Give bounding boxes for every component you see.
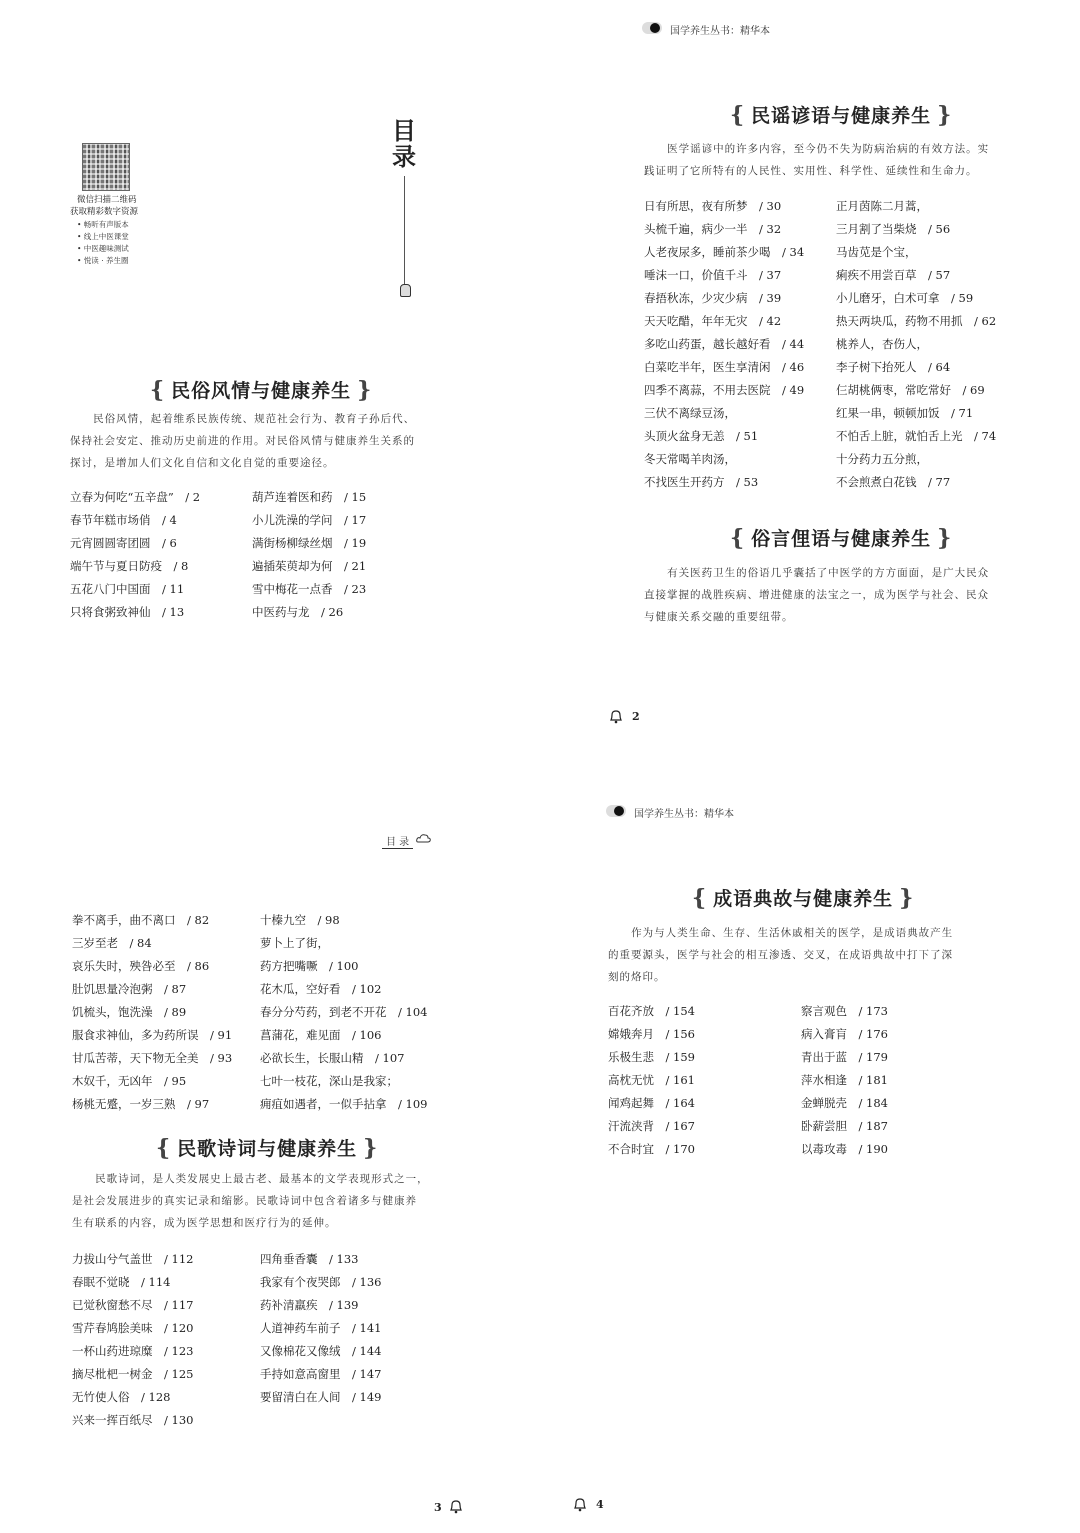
- qr-item: • 中医趣味测试: [77, 244, 129, 253]
- bracket-left-icon: {: [692, 885, 708, 911]
- page-number: 4: [596, 1498, 604, 1511]
- page-3: [0, 766, 540, 1533]
- series-badge-icon: [606, 805, 626, 817]
- toc-entry[interactable]: 甘瓜苦蒂，天下物无全美 / 93: [72, 1051, 233, 1065]
- section-intro: [644, 562, 1014, 628]
- toc-entry[interactable]: 汗流浃背 / 167: [608, 1119, 695, 1133]
- toc-entry[interactable]: 小儿磨牙，白术可拿 / 59: [836, 291, 974, 305]
- toc-entry[interactable]: 又像棉花又像绒 / 144: [260, 1344, 382, 1358]
- intro-line: 民歌诗词，是人类发展史上最古老、最基本的文学表现形式之一，: [95, 1173, 429, 1185]
- toc-entry[interactable]: 桃养人，杏伤人，: [836, 337, 928, 351]
- toc-entry[interactable]: 冬天常喝羊肉汤，: [644, 452, 736, 466]
- toc-entry[interactable]: 满街杨柳绿丝烟 / 19: [252, 536, 367, 550]
- bracket-right-icon: }: [937, 102, 953, 128]
- cloud-ornament-icon: [416, 832, 432, 844]
- intro-line: 探讨，是增加人们文化自信和文化自觉的重要途径。: [70, 457, 335, 469]
- title-char: 目: [392, 116, 416, 145]
- toc-entry[interactable]: 十榛九空 / 98: [260, 913, 340, 927]
- toc-entry[interactable]: 花木瓜，空好看 / 102: [260, 982, 382, 996]
- toc-entry[interactable]: 五花八门中国面 / 11: [70, 582, 185, 596]
- page-number: 3: [434, 1501, 442, 1514]
- toc-entry[interactable]: 高枕无忧 / 161: [608, 1073, 695, 1087]
- bracket-left-icon: {: [150, 377, 166, 403]
- series-badge-icon: [642, 22, 662, 34]
- intro-line: 保持社会安定、推动历史前进的作用。对民俗风情与健康养生关系的: [70, 435, 415, 447]
- toc-entry[interactable]: 我家有个夜哭郎 / 136: [260, 1275, 382, 1289]
- toc-entry[interactable]: 三月割了当柴烧 / 56: [836, 222, 951, 236]
- running-header: 国学养生丛书：精华本: [634, 809, 734, 820]
- toc-entry[interactable]: 萝卜上了街，: [260, 936, 329, 950]
- toc-entry[interactable]: 哀乐失时，殃咎必至 / 86: [72, 959, 210, 973]
- toc-entry[interactable]: 春眠不觉晓 / 114: [72, 1275, 171, 1289]
- toc-entry[interactable]: 四角垂香囊 / 133: [260, 1252, 359, 1266]
- toc-entry[interactable]: 雪芹春鸠脍美味 / 120: [72, 1321, 194, 1335]
- toc-entry[interactable]: 服食求神仙，多为药所误 / 91: [72, 1028, 233, 1042]
- section-title-text: 民谣谚语与健康养生: [751, 105, 932, 127]
- toc-entry[interactable]: 饥梳头，饱洗澡 / 89: [72, 1005, 187, 1019]
- section-title-chengyu[interactable]: [692, 884, 914, 911]
- intro-line: 生有联系的内容，成为医学思想和医疗行为的延伸。: [72, 1217, 337, 1229]
- toc-page: [0, 0, 540, 766]
- toc-entry[interactable]: 热天两块瓜，药物不用抓 / 62: [836, 314, 997, 328]
- toc-entry[interactable]: 萍水相逢 / 181: [801, 1073, 888, 1087]
- toc-entry[interactable]: 菖蒲花，难见面 / 106: [260, 1028, 382, 1042]
- section-title-minyao[interactable]: [730, 101, 952, 128]
- section-intro: [644, 138, 1014, 182]
- toc-entry[interactable]: 李子树下抬死人 / 64: [836, 360, 951, 374]
- toc-entry[interactable]: 正月茵陈二月蒿，: [836, 199, 928, 213]
- toc-entry[interactable]: 必欲长生，长服山精 / 107: [260, 1051, 405, 1065]
- intro-line: 直接掌握的战胜疾病、增进健康的法宝之一，成为医学与社会、民众: [644, 589, 989, 601]
- bell-ornament-icon: [400, 284, 411, 297]
- toc-entry[interactable]: 三岁至老 / 84: [72, 936, 152, 950]
- running-footer-label: 目 录: [382, 833, 413, 849]
- section-title-minsu[interactable]: [150, 376, 372, 403]
- bracket-right-icon: }: [899, 885, 915, 911]
- toc-entry[interactable]: 三伏不离绿豆汤，: [644, 406, 736, 420]
- toc-entry[interactable]: 小儿洗澡的学问 / 17: [252, 513, 367, 527]
- section-intro: [608, 922, 980, 988]
- bracket-right-icon: }: [937, 525, 953, 551]
- bracket-right-icon: }: [363, 1135, 379, 1161]
- toc-entry[interactable]: 头梳千遍，病少一半 / 32: [644, 222, 782, 236]
- toc-entry[interactable]: 人老夜尿多，睡前茶少喝 / 34: [644, 245, 805, 259]
- section-intro: [72, 1168, 442, 1234]
- toc-entry[interactable]: 乐极生悲 / 159: [608, 1050, 695, 1064]
- toc-entry[interactable]: 兴来一挥百纸尽 / 130: [72, 1413, 194, 1427]
- qr-item: • 线上中医课堂: [77, 232, 129, 241]
- bracket-left-icon: {: [730, 525, 746, 551]
- toc-entry[interactable]: 马齿苋是个宝，: [836, 245, 917, 259]
- toc-entry[interactable]: 不怕舌上脏，就怕舌上光 / 74: [836, 429, 997, 443]
- toc-entry[interactable]: 病入膏肓 / 176: [801, 1027, 888, 1041]
- intro-line: 与健康关系交融的重要纽带。: [644, 611, 794, 623]
- toc-entry[interactable]: 卧薪尝胆 / 187: [801, 1119, 888, 1133]
- toc-entry[interactable]: 白菜吃半年，医生享清闲 / 46: [644, 360, 805, 374]
- toc-entry[interactable]: 仨胡桃俩枣，常吃常好 / 69: [836, 383, 985, 397]
- bracket-left-icon: {: [730, 102, 746, 128]
- running-header: 国学养生丛书：精华本: [670, 26, 770, 37]
- section-title-text: 民歌诗词与健康养生: [177, 1138, 358, 1160]
- toc-entry[interactable]: 一杯山药进琼糜 / 123: [72, 1344, 194, 1358]
- toc-entry[interactable]: 痢疾不用尝百草 / 57: [836, 268, 951, 282]
- bell-icon: [448, 1498, 464, 1514]
- toc-entry[interactable]: 天天吃醋，年年无灾 / 42: [644, 314, 782, 328]
- section-title-text: 民俗风情与健康养生: [171, 380, 352, 402]
- toc-entry[interactable]: 唾沫一口，价值千斗 / 37: [644, 268, 782, 282]
- qr-code-icon[interactable]: [82, 143, 130, 191]
- bell-icon: [572, 1496, 588, 1512]
- intro-line: 刻的烙印。: [608, 971, 666, 983]
- toc-entries-minyao: [644, 195, 1034, 495]
- toc-entry[interactable]: 雪中梅花一点香 / 23: [252, 582, 367, 596]
- title-char: 录: [392, 142, 416, 171]
- intro-line: 医学谣谚中的许多内容，至今仍不失为防病治病的有效方法。实: [667, 143, 990, 155]
- intro-line: 是社会发展进步的真实记录和缩影。民歌诗词中包含着诸多与健康养: [72, 1195, 417, 1207]
- toc-entry[interactable]: 痈疽如遇者，一似手拈拿 / 109: [260, 1097, 428, 1111]
- title-vertical-rule: [404, 176, 405, 284]
- toc-entry[interactable]: 摘尽枇杷一树金 / 125: [72, 1367, 194, 1381]
- toc-entry[interactable]: 端午节与夏日防疫 / 8: [70, 559, 189, 573]
- toc-entry[interactable]: 春节年糕市场俏 / 4: [70, 513, 177, 527]
- toc-entry[interactable]: 青出于蓝 / 179: [801, 1050, 888, 1064]
- qr-item: • 畅听有声版本: [77, 220, 129, 229]
- toc-entry[interactable]: 嫦娥奔月 / 156: [608, 1027, 695, 1041]
- qr-caption-1: 微信扫描二维码: [77, 195, 137, 205]
- toc-entry[interactable]: 头顶火盆身无恙 / 51: [644, 429, 759, 443]
- toc-entry[interactable]: 以毒攻毒 / 190: [801, 1142, 888, 1156]
- section-title-suyan[interactable]: [730, 524, 952, 551]
- toc-entry[interactable]: 不合时宜 / 170: [608, 1142, 695, 1156]
- toc-entry[interactable]: 要留清白在人间 / 149: [260, 1390, 382, 1404]
- toc-entry[interactable]: 春分分芍药，到老不开花 / 104: [260, 1005, 428, 1019]
- toc-entry[interactable]: 十分药力五分煎，: [836, 452, 928, 466]
- toc-entry[interactable]: 春捂秋冻，少灾少病 / 39: [644, 291, 782, 305]
- toc-entry[interactable]: 肚饥思量冷泡粥 / 87: [72, 982, 187, 996]
- intro-line: 践证明了它所特有的人民性、实用性、科学性、延续性和生命力。: [644, 165, 978, 177]
- bracket-left-icon: {: [156, 1135, 172, 1161]
- section-title-text: 成语典故与健康养生: [713, 888, 894, 910]
- toc-entries-chengyu: [608, 1000, 988, 1170]
- toc-entry[interactable]: 不找医生开药方 / 53: [644, 475, 759, 489]
- toc-entry[interactable]: 元宵圆圆寄团圆 / 6: [70, 536, 177, 550]
- toc-entries-suyan: [72, 909, 472, 1119]
- toc-entry[interactable]: 杨桃无蹙，一岁三熟 / 97: [72, 1097, 210, 1111]
- toc-entry[interactable]: 四季不离蒜，不用去医院 / 49: [644, 383, 805, 397]
- intro-line: 的重要源头，医学与社会的相互渗透、交叉，在成语典故中打下了深: [608, 949, 953, 961]
- qr-caption-2: 获取精彩数字资源: [70, 207, 139, 217]
- toc-entry[interactable]: 葫芦连着医和药 / 15: [252, 490, 367, 504]
- qr-resource-list: [77, 219, 129, 267]
- toc-entry[interactable]: 百花齐放 / 154: [608, 1004, 695, 1018]
- bell-icon: [608, 708, 624, 724]
- toc-entry[interactable]: 药补清羸疾 / 139: [260, 1298, 359, 1312]
- page-title: [392, 118, 418, 170]
- toc-entry[interactable]: 七叶一枝花，深山是我家；: [260, 1074, 398, 1088]
- toc-entry[interactable]: 日有所思，夜有所梦 / 30: [644, 199, 782, 213]
- toc-entry[interactable]: 已觉秋窗愁不尽 / 117: [72, 1298, 194, 1312]
- toc-entry[interactable]: 遍插茱萸却为何 / 21: [252, 559, 367, 573]
- intro-line: 民俗风情，起着维系民族传统、规范社会行为、教育子孙后代、: [93, 413, 416, 425]
- intro-line: 作为与人类生命、生存、生活休戚相关的医学，是成语典故产生: [631, 927, 954, 939]
- bracket-right-icon: }: [357, 377, 373, 403]
- toc-entry[interactable]: 木奴千，无凶年 / 95: [72, 1074, 187, 1088]
- intro-line: 有关医药卫生的俗语几乎囊括了中医学的方方面面，是广大民众: [667, 567, 990, 579]
- toc-entry[interactable]: 多吃山药蛋，越长越好看 / 44: [644, 337, 805, 351]
- toc-entry[interactable]: 手持如意高窗里 / 147: [260, 1367, 382, 1381]
- section-title-mingge[interactable]: [156, 1134, 378, 1161]
- toc-entry[interactable]: 中医药与龙 / 26: [252, 605, 344, 619]
- qr-item: • 悦读 · 养生圈: [77, 256, 129, 265]
- toc-entry[interactable]: 人道神药车前子 / 141: [260, 1321, 382, 1335]
- toc-entry[interactable]: 闻鸡起舞 / 164: [608, 1096, 695, 1110]
- toc-entry[interactable]: 不会煎煮白花钱 / 77: [836, 475, 951, 489]
- toc-entry[interactable]: 察言观色 / 173: [801, 1004, 888, 1018]
- toc-entry[interactable]: 只将食粥致神仙 / 13: [70, 605, 185, 619]
- toc-entry[interactable]: 金蝉脱壳 / 184: [801, 1096, 888, 1110]
- page-number: 2: [632, 710, 640, 723]
- toc-entry[interactable]: 力拔山兮气盖世 / 112: [72, 1252, 194, 1266]
- toc-entry[interactable]: 红果一串，顿顿加饭 / 71: [836, 406, 974, 420]
- page-2: [540, 0, 1080, 766]
- toc-entries-minsu: [70, 486, 430, 626]
- section-title-text: 俗言俚语与健康养生: [751, 528, 932, 550]
- toc-entry[interactable]: 无竹使人俗 / 128: [72, 1390, 171, 1404]
- toc-entry[interactable]: 拳不离手，曲不离口 / 82: [72, 913, 210, 927]
- toc-entry[interactable]: 药方把嘴噘 / 100: [260, 959, 359, 973]
- page-4: [540, 766, 1080, 1533]
- toc-entries-mingge: [72, 1248, 472, 1438]
- section-intro: [70, 408, 430, 474]
- toc-entry[interactable]: 立春为何吃“五辛盘” / 2: [70, 490, 201, 504]
